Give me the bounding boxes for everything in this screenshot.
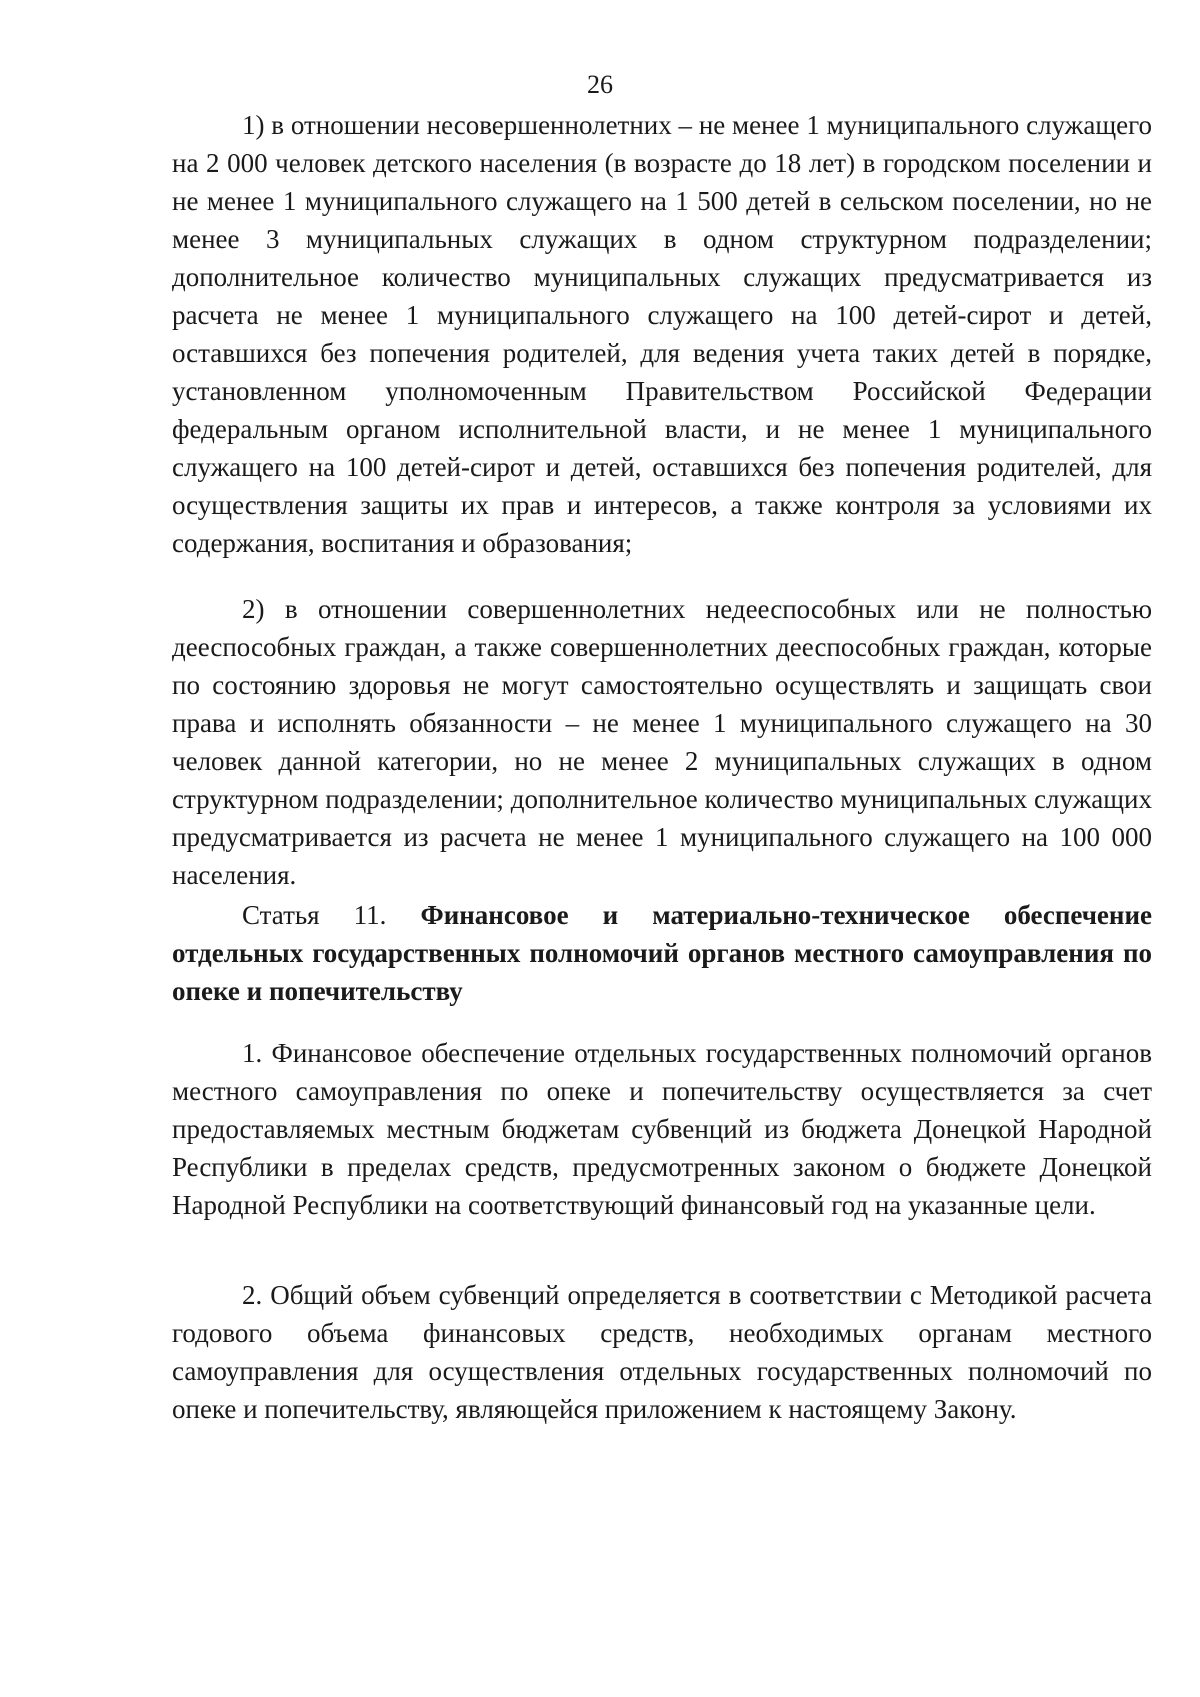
paragraph-text [172,106,1152,562]
article-heading-text: Финансовое и материально-техническое обеспечение отдельных государственных полномочий органов местного самоуправления по опеке и попечительству [172,900,1152,1006]
paragraph-minors-text: 1) в отношении несовершеннолетних – не менее 1 муниципального служащего на 2 000 человек детского населения (в возрасте до 18 лет) в городском поселении и не менее 1 муниципального служащего на 1 500 детей в сельском поселении, но не менее 3 муниципальных служащих в одном структурном подразделении; дополнительное количество муниципальных служащих предусматривается из расчета не менее 1 муниципального служащего на 100 детей-сирот и детей, оставшихся без попечения родителей, для ведения учета таких детей в порядке, установленном уполномоченным Правительством Российской Федерации федеральным органом исполнительной власти, и не менее 1 муниципального служащего на 100 детей-сирот и детей, оставшихся без попечения родителей, для осуществления защиты их прав и интересов, а также контроля за условиями их содержания, воспитания и образования; [172,110,1152,558]
paragraph-adults-text: 2) в отношении совершеннолетних недееспособных или не полностью дееспособных граждан, а также совершеннолетних дееспособных граждан, которые по состоянию здоровья не могут самостоятельно осуществлять и защищать свои права и исполнять обязанности – не менее 1 муниципального служащего на 30 человек данной категории, но не менее 2 муниципальных служащих в одном структурном подразделении; дополнительное количество муниципальных служащих предусматривается из расчета не менее 1 муниципального служащего на 100 000 населения. [172,594,1152,890]
article-label: Статья 11. [242,900,387,930]
paragraph-text [172,1276,1152,1428]
paragraph-financing [172,1034,1152,1224]
paragraph-financing-text: 1. Финансовое обеспечение отдельных государственных полномочий органов местного самоуправления по опеке и попечительству осуществляется за счет предоставляемых местным бюджетам субвенций из бюджета Донецкой Народной Республики в пределах средств, предусмотренных законом о бюджете Донецкой Народной Республики на соответствующий финансовый год на указанные цели. [172,1038,1152,1220]
paragraph-adults [172,590,1152,894]
paragraph-subventions-text: 2. Общий объем субвенций определяется в соответствии с Методикой расчета годового объема финансовых средств, необходимых органам местного самоуправления для осуществления отдельных государственных полномочий по опеке и попечительству, являющейся приложением к настоящему Закону. [172,1280,1152,1424]
paragraph-minors [172,106,1152,562]
paragraph-subventions [172,1276,1152,1428]
article-heading [172,896,1152,1010]
page-number: 26 [587,70,613,99]
article-title [172,896,1152,1010]
paragraph-text [172,590,1152,894]
paragraph-text [172,1034,1152,1224]
